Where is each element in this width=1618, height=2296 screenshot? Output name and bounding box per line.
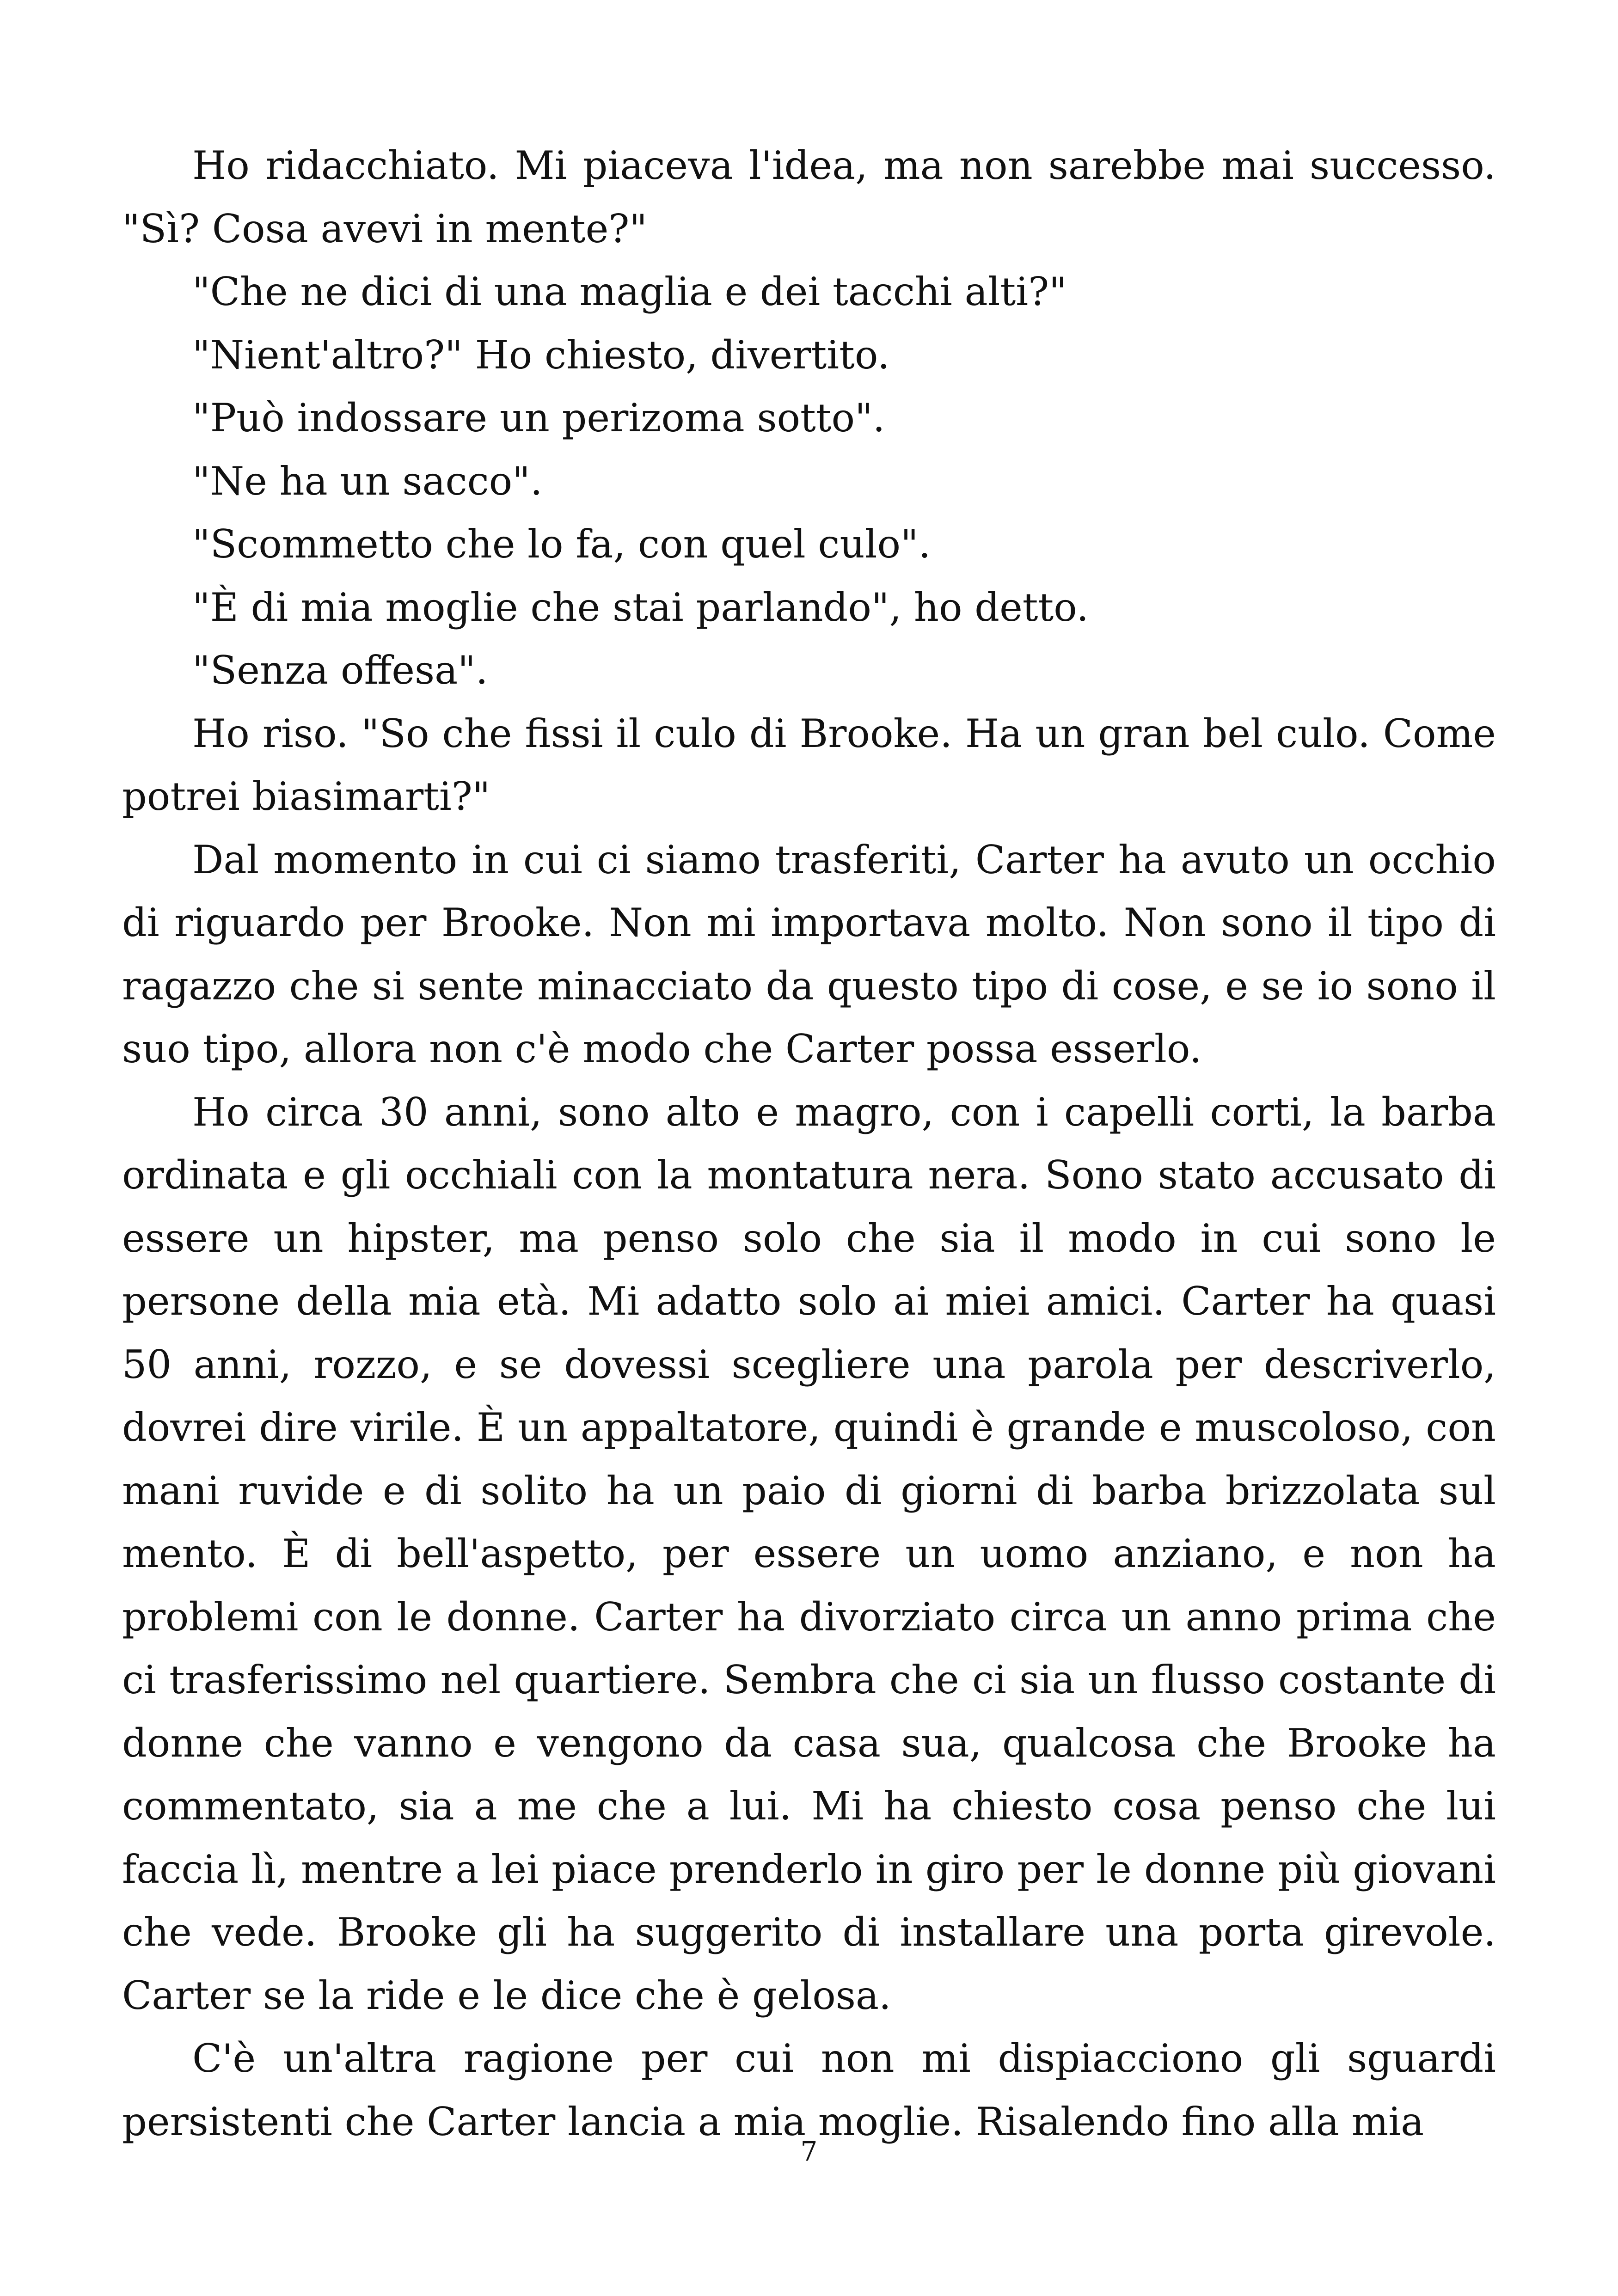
- paragraph: "Scommetto che lo fa, con quel culo".: [192, 521, 931, 567]
- page-number: 7: [800, 2136, 818, 2167]
- paragraph: C'è un'altra ragione per cui non mi dispiacciono gli sguardi persistenti che Carter lancia a mia moglie. Risalendo fino alla mia: [122, 2036, 1496, 2144]
- paragraph: "Nient'altro?" Ho chiesto, divertito.: [192, 332, 890, 378]
- paragraph: "Che ne dici di una maglia e dei tacchi alti?": [192, 269, 1067, 314]
- paragraph: "Ne ha un sacco".: [192, 458, 543, 504]
- paragraph: Ho circa 30 anni, sono alto e magro, con i capelli corti, la barba ordinata e gli occhiali con la montatura nera. Sono stato accusato di essere un hipster, ma penso solo che sia il modo in cui sono le persone della mia età. Mi adatto solo ai miei amici. Carter ha quasi 50 anni, rozzo, e se dovessi scegliere una parola per descriverlo, dovrei dire virile. È un appaltatore, quindi è grande e muscoloso, con mani ruvide e di solito ha un paio di giorni di barba brizzolata sul mento. È di bell'aspetto, per essere un uomo anziano, e non ha problemi con le donne. Carter ha divorziato circa un anno prima che ci trasferissimo nel quartiere. Sembra che ci sia un flusso costante di donne che vanno e vengono da casa sua, qualcosa che Brooke ha commentato, sia a me che a lui. Mi ha chiesto cosa penso che lui faccia lì, mentre a lei piace prenderlo in giro per le donne più giovani che vede. Brooke gli ha suggerito di installare una porta girevole. Carter se la ride e le dice che è gelosa.: [122, 1089, 1496, 2018]
- paragraph: Ho riso. "So che fissi il culo di Brooke. Ha un gran bel culo. Come potrei biasimarti?": [122, 710, 1496, 819]
- paragraph: "Può indossare un perizoma sotto".: [192, 395, 885, 441]
- paragraph: "Senza offesa".: [192, 648, 488, 693]
- paragraph: "È di mia moglie che stai parlando", ho detto.: [192, 584, 1089, 630]
- paragraph: Ho ridacchiato. Mi piaceva l'idea, ma non sarebbe mai successo. "Sì? Cosa avevi in mente?": [122, 143, 1496, 251]
- paragraph: Dal momento in cui ci siamo trasferiti, Carter ha avuto un occhio di riguardo per Brooke. Non mi importava molto. Non sono il tipo di ragazzo che si sente minacciato da questo tipo di cose, e se io sono il suo tipo, allora non c'è modo che Carter possa esserlo.: [122, 837, 1496, 1071]
- body-text: [122, 134, 1496, 2153]
